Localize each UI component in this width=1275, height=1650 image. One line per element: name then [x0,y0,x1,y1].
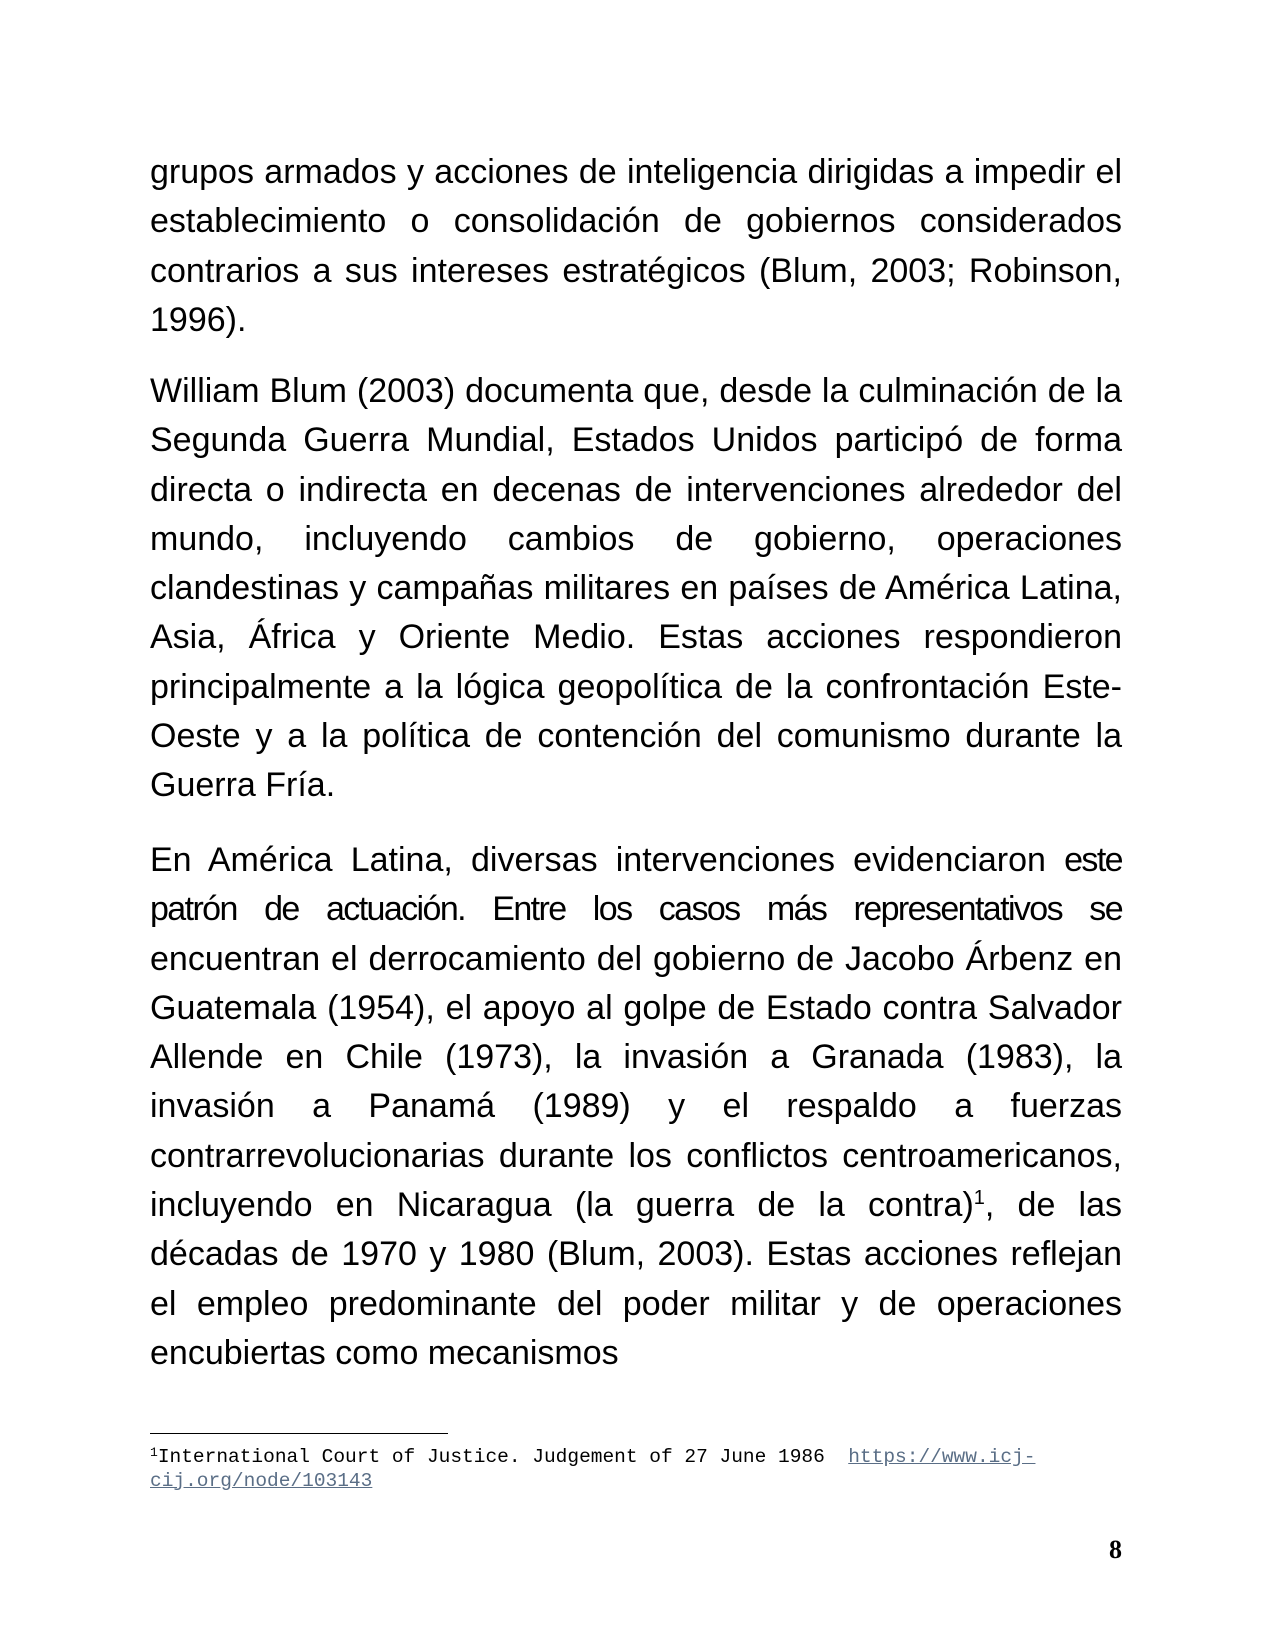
paragraph-3-part-c: encuentran el derrocamiento del gobierno de Jacobo Árbenz en Guatemala (1954), el apoyo al golpe de Estado contra Salvador Allende en Chile (1973), la invasión a Granada (1983), la invasión a Panamá (1989) y el respaldo a fuerzas contrarrevolucionarias durante los conflictos centroamericanos, incluyendo en Nicaragua (la guerra de la contra) [150,939,1122,1225]
footnote-reference[interactable]: 1 [973,1187,985,1210]
paragraph-3-part-d: , de las décadas de 1970 y 1980 (Blum, 2003). Estas acciones reflejan el empleo predominante del poder militar y de operaciones encubiertas como mecanismos [150,1186,1122,1372]
page-number: 8 [1109,1535,1122,1564]
footnote-link[interactable]: https://www.icj-cij.org/node/103143 [150,1446,1036,1492]
footnote-separator [150,1433,448,1434]
paragraph-2: William Blum (2003) documenta que, desde la culminación de la Segunda Guerra Mundial, Estados Unidos participó de forma directa o indirecta en decenas de intervenciones alrededor del mundo, incluyendo cambios de gobierno, operaciones clandestinas y campañas militares en países de América Latina, Asia, África y Oriente Medio. Estas acciones respondieron principalmente a la lógica geopolítica de la confrontación Este-Oeste y a la política de contención del comunismo durante la Guerra Fría. [150,372,1122,805]
paragraph-3 [150,836,1122,1378]
paragraph-3-part-b: este patrón de actuación. Entre los casos más representativos se [150,841,1122,929]
footnote-text: International Court of Justice. Judgement of 27 June 1986 [157,1446,825,1468]
footnote-marker: 1 [150,1445,158,1460]
footnote [150,1446,1122,1493]
paragraph-3-part-a: En América Latina, diversas intervenciones evidenciaron [150,841,1046,879]
paragraph-1: grupos armados y acciones de inteligencia dirigidas a impedir el establecimiento o consolidación de gobiernos considerados contrarios a sus intereses estratégicos (Blum, 2003; Robinson, 1996). [150,153,1122,339]
